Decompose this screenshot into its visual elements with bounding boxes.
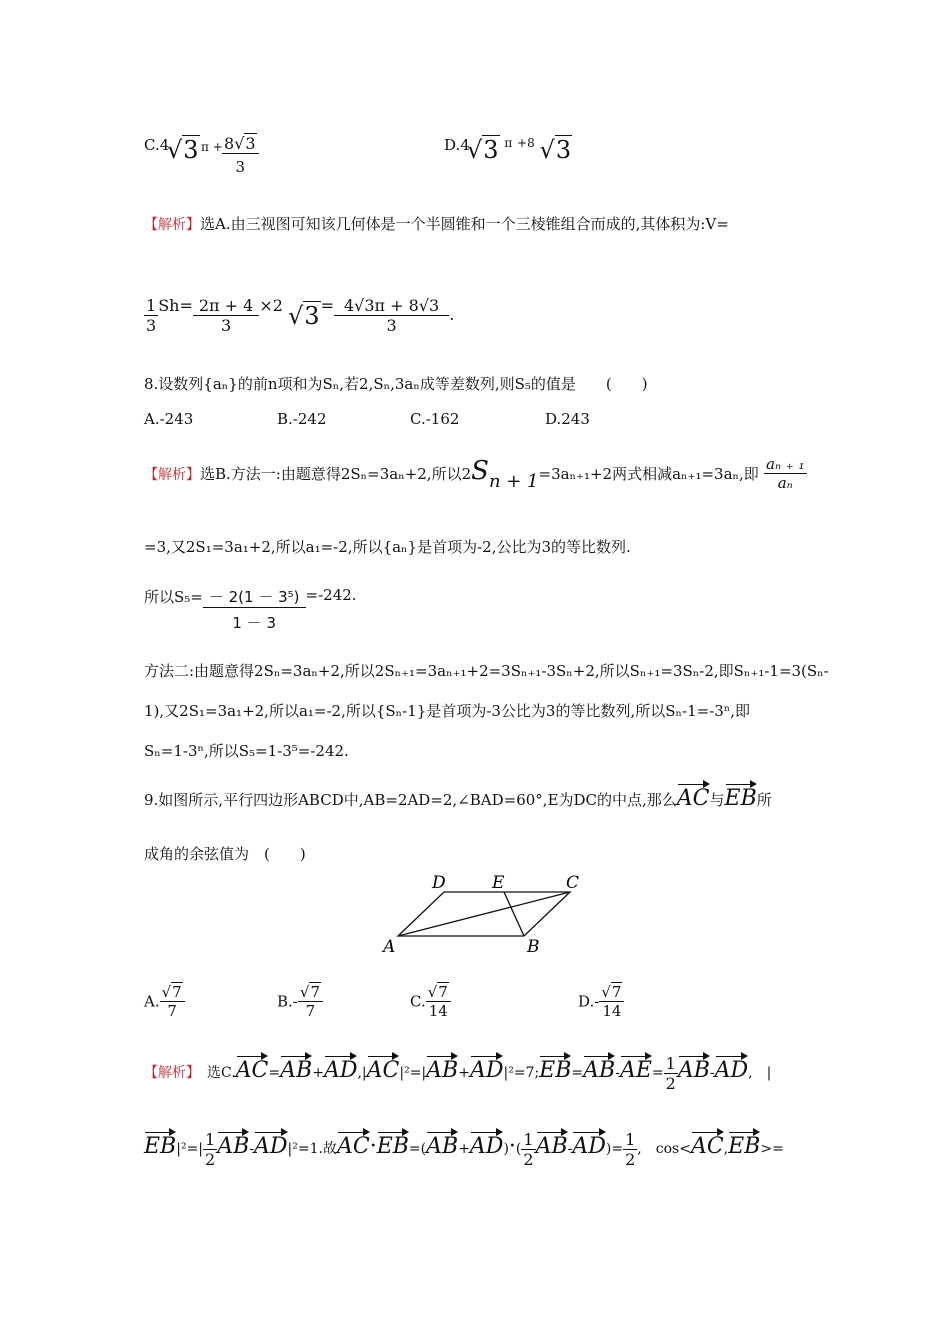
q9-option-a: A. $\frac{√7}{7}$: [144, 983, 185, 1020]
q8-option-d: D.243: [545, 410, 590, 428]
q9-option-c: C. $\frac{√7}{14}$: [410, 983, 451, 1020]
answer-blank: ( ): [605, 375, 648, 393]
label-c: C: [566, 873, 580, 893]
sqrt-symbol: √3: [167, 136, 199, 164]
option-label: D.: [444, 136, 461, 154]
parallelogram-figure: [370, 868, 590, 960]
q8-analysis-line3: 所以S₅= $\frac{\text{－ 2(1 － 3⁵)}}{1 - 3}$ =-242.: [144, 586, 357, 632]
q7-option-d: D.4: [444, 136, 470, 154]
q8-option-c: C.-162: [410, 410, 460, 428]
answer-blank: ( ): [264, 845, 306, 863]
segment-eb: [504, 892, 524, 936]
q8-method2-line1: 方法二:由题意得2Sₙ=3aₙ+2,所以2Sₙ₊₁=3aₙ₊₁+2=3Sₙ₊₁-3Sₙ+2,所以Sₙ₊₁=3Sₙ-2,即Sₙ₊₁-1=3(Sₙ-: [144, 662, 829, 680]
q7-analysis: 【解析】选A.由三视图可知该几何体是一个半圆锥和一个三棱锥组合而成的,其体积为:V=: [144, 215, 729, 233]
q8-method2-line3: Sₙ=1-3ⁿ,所以S₅=1-3⁵=-242.: [144, 742, 349, 760]
q8-ratio-fraction: $\frac{\text{aₙ ₊ ₁}}{\text{aₙ}}$: [766, 455, 805, 492]
q7-option-d-math: √3 $^\pi$ $^{+8}$ √3: [467, 136, 572, 164]
q9-stem-line1: 9.如图所示,平行四边形ABCD中,AB=2AD=2,∠BAD=60°,E为DC的中点,那么AC与EB所: [144, 780, 772, 812]
q7-option-c-frac: $\frac{8√3}{3}$: [222, 134, 259, 176]
q7-volume-formula: $\frac{1}{3}$ Sh= $\frac{2\pi + 4}{3}$ ×2 √3= $\frac{4√3\pi + 8√3}{3}$ .: [146, 296, 455, 335]
q9-option-d: D.- $\frac{√7}{14}$: [578, 983, 624, 1020]
analysis-tag: 【解析】: [144, 1065, 193, 1081]
q8-stem: 8.设数列{aₙ}的前n项和为Sₙ,若2,Sₙ,3aₙ成等差数列,则S₅的值是 ( ): [144, 375, 648, 393]
option-label: C.: [144, 136, 160, 154]
label-e: E: [492, 873, 505, 893]
q8-analysis-line1: 【解析】选B.方法一:由题意得2Sₙ=3aₙ+2,所以2Sn + 1=3aₙ₊₁+2两式相减aₙ₊₁=3aₙ,即: [144, 456, 759, 492]
diagonal-ac: [398, 892, 570, 936]
q7-option-c-math: [167, 136, 200, 164]
fraction: $\frac{1}{3}$: [146, 296, 157, 335]
q8-option-a: A.-243: [144, 410, 194, 428]
vector-eb: EB: [725, 780, 757, 812]
vector-ac: AC: [677, 780, 710, 812]
label-b: B: [527, 937, 540, 957]
q9-analysis-line1: 【解析】 选C.AC=AB+AD,|AC|²=|AB+AD|²=7;EB=AB-AE= $\frac{1}{2}$ AB-AD, |: [144, 1053, 772, 1093]
label-a: A: [383, 937, 396, 957]
label-d: D: [432, 873, 446, 893]
q9-stem-line2: 成角的余弦值为 ( ): [144, 845, 306, 863]
q9-analysis-line2: EB|²=| $\frac{1}{2}$ AB-AD|²=1.故AC·EB=(AB+AD)·( $\frac{1}{2}$ AB-AD)= $\frac{1}{2}$ , cos<AC,EB>=: [144, 1129, 784, 1169]
analysis-tag: 【解析】: [144, 467, 200, 483]
q8-analysis-line2: =3,又2S₁=3a₁+2,所以a₁=-2,所以{aₙ}是首项为-2,公比为3的等比数列.: [144, 538, 631, 556]
q7-option-c: C.4: [144, 136, 170, 154]
analysis-tag: 【解析】: [144, 217, 200, 233]
q8-option-b: B.-242: [277, 410, 327, 428]
q8-method2-line2: 1),又2S₁=3a₁+2,所以a₁=-2,所以{Sₙ-1}是首项为-3公比为3的等比数列,所以Sₙ-1=-3ⁿ,即: [144, 702, 751, 720]
q9-option-b: B.- $\frac{√7}{7}$: [277, 983, 323, 1020]
q7-option-c-pi: π +: [201, 140, 223, 154]
